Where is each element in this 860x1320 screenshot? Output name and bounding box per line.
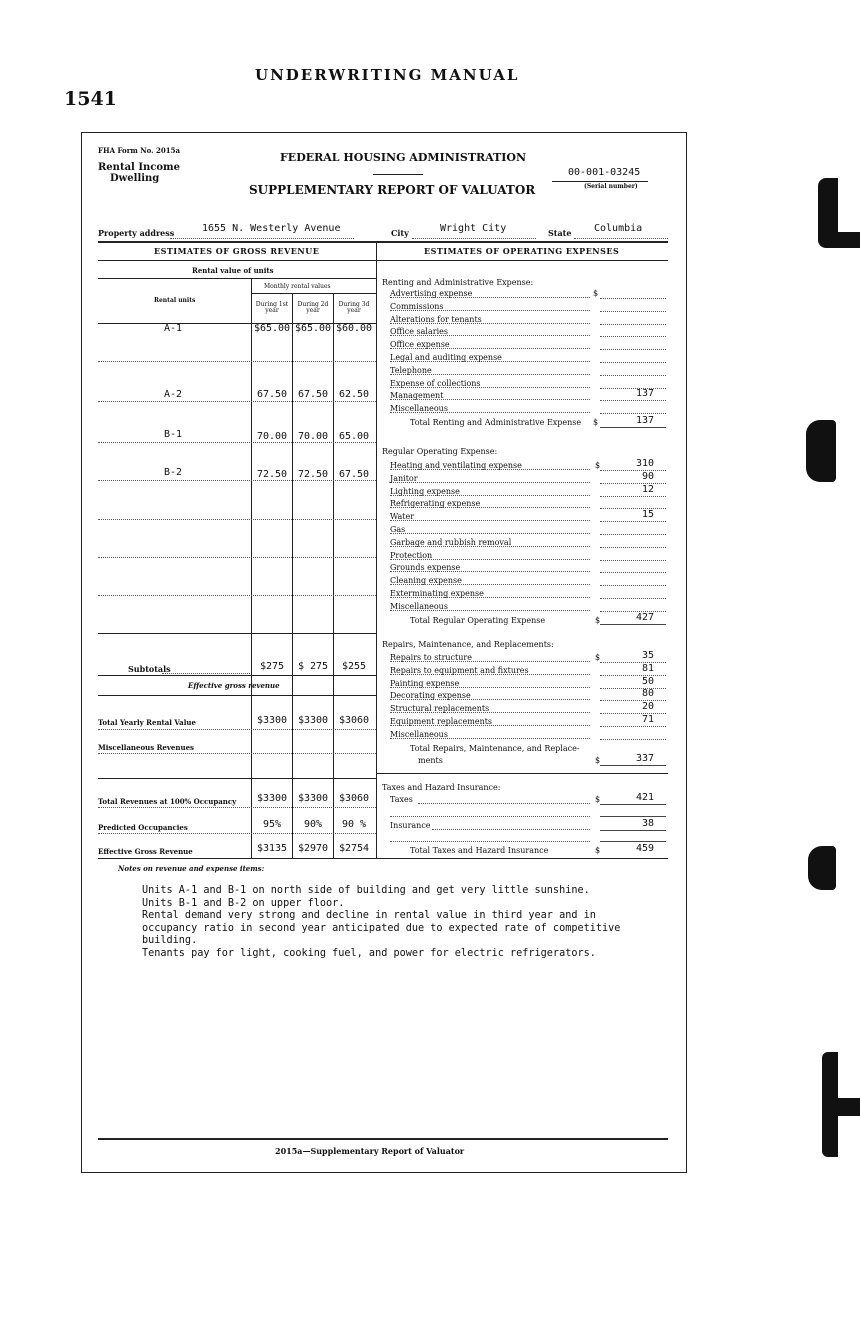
report-title: SUPPLEMENTARY REPORT OF VALUATOR [249,183,536,197]
repairs-total-value: 337 [635,753,654,764]
value-rule [600,521,666,522]
table-bottom-rule [98,858,668,859]
expense-item-label: Office salaries [390,327,448,337]
row-rule [98,807,376,808]
row-rule [98,480,376,481]
expense-item-label: Telephone [390,365,432,375]
unit-name: B-1 [164,429,183,440]
taxes-total-value: 459 [635,843,654,854]
scan-mark [806,420,836,482]
value-rule [600,816,666,817]
value-rule [600,804,666,805]
note-line: building. [142,935,198,947]
expense-item-label: Grounds expense [390,563,461,573]
center-divider [376,243,377,859]
expense-item-value: 20 [641,701,654,713]
rev-rule [98,278,376,279]
repairs-heading: Repairs, Maintenance, and Replacements: [382,640,554,649]
form-number: FHA Form No. 2015a [98,146,181,155]
expense-item-label: Expense of collections [390,378,481,388]
value-rule [600,560,666,561]
unit-rent-y1: 70.00 [256,431,288,442]
label-dots [162,673,250,674]
value-rule [600,362,666,363]
renting-total-label: Total Renting and Administrative Expense [410,418,582,427]
expense-item-label: Commissions [390,301,444,311]
insurance-label: Insurance [390,821,431,830]
regular-total-label: Total Regular Operating Expense [410,616,546,625]
expense-item-label: Painting expense [390,678,460,688]
regular-heading: Regular Operating Expense: [382,447,498,456]
state-label: State [548,228,572,238]
rental-units-label: Rental units [154,297,196,304]
serial-label: (Serial number) [584,183,638,190]
taxes-label: Taxes [390,795,413,804]
expense-item-label: Gas [390,525,406,534]
unit-rent-y3: 67.50 [338,469,370,480]
notes-text [142,885,620,961]
expense-item-label: Heating and ventilating expense [390,461,522,470]
expense-item-value: 137 [635,388,654,400]
label-dots [390,482,590,483]
label-dots [390,841,590,842]
dollar-sign: $ [595,756,601,765]
unit-rent-y1: $65.00 [253,323,291,334]
scan-mark [836,232,860,248]
row-rule [98,778,376,779]
expense-item-label: Decorating expense [390,691,471,701]
col1-label: During 1st year [255,301,289,314]
subtotal-y2: $ 275 [297,661,329,672]
expense-item-label: Miscellaneous [390,601,448,611]
effective-heading: Effective gross revenue [188,681,280,690]
agency-name: FEDERAL HOUSING ADMINISTRATION [280,151,527,164]
predicted-y1: 95% [262,819,282,830]
unit-rent-y2: 70.00 [297,431,329,442]
property-dots [170,238,354,239]
notes-heading: Notes on revenue and expense items: [118,864,265,873]
row-rule [98,729,376,730]
expense-item-value: 80 [641,688,654,700]
expense-item-value: 71 [641,714,654,725]
total-yearly-y1: $3300 [256,715,288,726]
dollar-sign: $ [593,289,599,298]
expense-item-value: 90 [641,470,654,482]
expense-item-label: Office expense [390,340,450,350]
expense-item-value: 15 [641,509,654,521]
expense-item-label: Equipment replacements [390,717,493,726]
predicted-y3: 90 % [341,819,367,830]
monthly-heading: Monthly rental values [264,283,331,290]
total-yearly-y3: $3060 [338,715,370,726]
dollar-sign: $ [595,616,601,625]
total-yearly-label: Total Yearly Rental Value [98,718,196,727]
scan-mark [836,1098,860,1116]
value-rule [600,496,666,497]
dollar-sign: $ [595,653,601,662]
expense-item-label: Lighting expense [390,486,460,496]
expense-item-value: 50 [641,675,654,687]
label-dots [390,816,590,817]
value-rule [600,572,666,573]
value-rule [600,547,666,548]
property-address: 1655 N. Westerly Avenue [202,223,341,234]
dollar-sign: $ [595,846,601,855]
note-line: Units A-1 and B-1 on north side of building and get very little sunshine. [142,885,590,896]
note-line: Rental demand very strong and decline in rental value in third year and in [142,910,596,922]
value-rule [600,598,666,599]
unit-rent-y3: 65.00 [338,431,370,442]
col-line [251,278,252,858]
footer-rule [98,1138,668,1140]
expense-item-label: Miscellaneous [390,404,448,414]
misc-revenue-label: Miscellaneous Revenues [98,743,194,752]
value-rule [600,830,666,831]
value-rule [600,311,666,312]
predicted-y2: 90% [303,819,323,830]
unit-rent-y1: 72.50 [256,469,288,480]
col-line [333,293,334,858]
expense-item-label: Protection [390,550,433,560]
unit-name: A-1 [164,323,183,334]
expense-item-label: Janitor [390,473,418,483]
unit-name: A-2 [164,389,183,400]
expense-item-label: Repairs to structure [390,653,472,662]
row-rule [98,633,376,634]
expense-item-label: Exterminating expense [390,589,484,598]
renting-total-value: 137 [635,415,654,426]
heading-rule-top [98,241,668,243]
expense-item-value: 35 [641,650,654,661]
value-rule [600,324,666,325]
dollar-sign: $ [593,418,599,427]
taxes-total-label: Total Taxes and Hazard Insurance [410,846,549,855]
effective-y2: $2970 [297,843,329,854]
exp-rule [376,260,668,261]
city-value: Wright City [440,223,507,234]
total-100-y1: $3300 [256,793,288,804]
city-dots [412,238,536,239]
serial-number: 00-001-03245 [568,167,641,178]
value-rule [600,841,666,842]
dollar-sign: $ [595,461,601,470]
effective-y1: $3135 [256,843,288,854]
rev-rule [98,260,376,261]
valuator-report-form [81,132,687,1173]
unit-rent-y2: 72.50 [297,469,329,480]
rental-value-heading: Rental value of units [192,266,274,275]
repairs-total-label-2: ments [418,756,443,765]
subtotals-label: Subtotals [128,664,171,674]
expense-item-label: Legal and auditing expense [390,353,502,362]
exp-rule [376,773,668,774]
taxes-heading: Taxes and Hazard Insurance: [382,783,501,792]
value-rule [600,336,666,337]
label-dots [418,803,590,804]
value-rule [600,765,666,766]
value-rule [600,585,666,586]
value-rule [600,375,666,376]
note-line: Units B-1 and B-2 on upper floor. [142,897,345,909]
form-footer: 2015a—Supplementary Report of Valuator [275,1146,465,1156]
form-type-line2: Dwelling [110,173,160,184]
unit-rent-y2: 67.50 [297,389,329,400]
expense-item-value: 81 [641,662,654,674]
value-rule [600,427,666,428]
expenses-heading: ESTIMATES OF OPERATING EXPENSES [424,246,620,256]
col-line [292,293,293,858]
value-rule [600,624,666,625]
serial-rule [552,181,648,182]
expense-item-label: Alterations for tenants [390,314,482,324]
total-100-label: Total Revenues at 100% Occupancy [98,797,237,806]
form-type-line1: Rental Income [98,162,180,173]
row-rule [98,595,376,596]
unit-rent-y3: $60.00 [335,323,373,334]
scan-mark [808,846,836,890]
row-rule [98,519,376,520]
predicted-label: Predicted Occupancies [98,823,188,832]
state-value: Columbia [594,223,643,234]
city-label: City [391,228,409,238]
label-dots [390,533,590,534]
total-yearly-y2: $3300 [297,715,329,726]
page-number: 1541 [64,88,117,110]
property-label: Property address [98,228,175,238]
revenue-heading: ESTIMATES OF GROSS REVENUE [154,246,320,256]
expense-item-label: Water [390,512,415,522]
note-line: Tenants pay for light, cooking fuel, and power for electric refrigerators. [142,947,596,959]
value-rule [600,400,666,401]
expense-item-label: Miscellaneous [390,729,448,739]
dollar-sign: $ [595,795,601,804]
expense-item-value: 310 [635,458,654,469]
row-rule [98,401,376,402]
col2-label: During 2d year [297,301,329,314]
expense-item-label: Repairs to equipment and fixtures [390,665,529,675]
subtotal-y3: $255 [341,661,367,672]
row-rule [98,361,376,362]
row-rule [98,753,376,754]
repairs-total-label-1: Total Repairs, Maintenance, and Replace- [410,744,580,753]
expense-item-label: Garbage and rubbish removal [390,537,512,547]
note-line: occupancy ratio in second year anticipated due to expected rate of competitive [142,922,621,934]
state-dots [574,238,668,239]
value-rule [600,349,666,350]
effective-y3: $2754 [338,843,370,854]
label-dots [390,520,590,521]
expense-item-label: Management [390,391,444,401]
effective-label: Effective Gross Revenue [98,847,193,856]
expense-item-label: Advertising expense [390,289,473,298]
label-dots [432,829,590,830]
col3-label: During 3d year [338,301,370,314]
value-rule [600,298,666,299]
row-rule [98,557,376,558]
regular-total-value: 427 [635,612,654,623]
value-rule [600,726,666,727]
row-rule [98,442,376,443]
rev-rule [251,293,376,294]
total-100-y2: $3300 [297,793,329,804]
scan-mark [818,178,838,248]
agency-rule [373,174,423,175]
expense-item-label: Cleaning expense [390,576,462,586]
value-rule [600,534,666,535]
total-100-y3: $3060 [338,793,370,804]
row-rule [98,675,376,676]
row-rule [98,833,376,834]
unit-rent-y1: 67.50 [256,389,288,400]
unit-name: B-2 [164,467,183,478]
subtotal-y1: $275 [259,661,285,672]
expense-item-label: Refrigerating expense [390,499,481,509]
expense-item-value: 12 [641,483,654,495]
value-rule [600,739,666,740]
unit-rent-y3: 62.50 [338,389,370,400]
unit-rent-y2: $65.00 [294,323,332,334]
insurance-value: 38 [641,818,654,829]
taxes-value: 421 [635,792,654,803]
renting-heading: Renting and Administrative Expense: [382,278,534,287]
expense-item-label: Structural replacements [390,704,490,714]
row-rule [98,695,376,696]
manual-header: UNDERWRITING MANUAL [255,66,520,84]
